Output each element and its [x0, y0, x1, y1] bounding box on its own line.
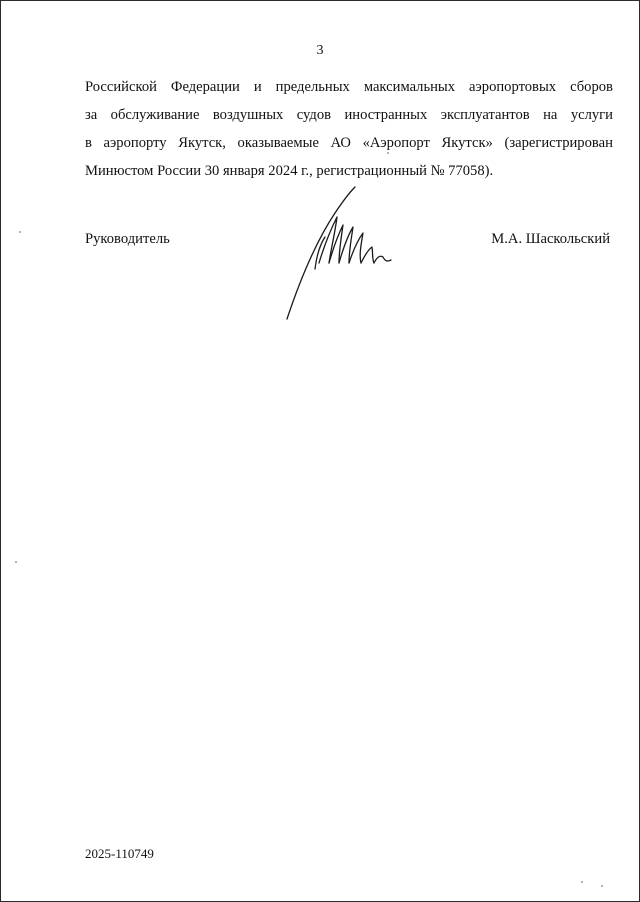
scan-speck	[387, 152, 389, 154]
word: эксплуатантов	[440, 107, 530, 123]
word: оказываемые	[237, 135, 319, 151]
word: предельных	[275, 79, 350, 95]
scan-speck	[601, 885, 603, 887]
paragraph-line-2	[85, 101, 613, 129]
word: максимальных	[363, 79, 456, 95]
word: за	[85, 107, 98, 123]
word: на	[543, 107, 558, 123]
paragraph-line-1	[85, 73, 613, 101]
paragraph-line-4: Минюстом России 30 января 2024 г., регистрационный № 77058).	[85, 163, 494, 179]
scan-speck	[19, 231, 21, 233]
word: услуги	[570, 107, 613, 123]
word: обслуживание	[110, 107, 200, 123]
word: воздушных	[212, 107, 284, 123]
word: Федерации	[170, 79, 240, 95]
word: в	[85, 135, 92, 151]
word: иностранных	[344, 107, 428, 123]
word: (зарегистрирован	[504, 135, 613, 151]
page-number: 3	[316, 43, 324, 58]
signatory-title: Руководитель	[85, 231, 170, 247]
document-code: 2025-110749	[85, 846, 154, 861]
word: аэропортовых	[469, 79, 557, 95]
word: аэропорту	[103, 135, 167, 151]
scan-speck	[581, 881, 583, 883]
word: АО	[330, 135, 351, 151]
body-paragraph	[85, 73, 613, 185]
word: Якутск,	[178, 135, 226, 151]
handwritten-signature	[277, 183, 397, 323]
word: судов	[296, 107, 332, 123]
word: и	[253, 79, 262, 95]
scan-speck	[15, 561, 17, 563]
paragraph-line-3	[85, 129, 613, 157]
word: «Аэропорт	[362, 135, 430, 151]
signatory-name: М.А. Шаскольский	[491, 231, 610, 247]
word: сборов	[570, 79, 613, 95]
word: Якутск»	[441, 135, 493, 151]
word: Российской	[85, 79, 157, 95]
